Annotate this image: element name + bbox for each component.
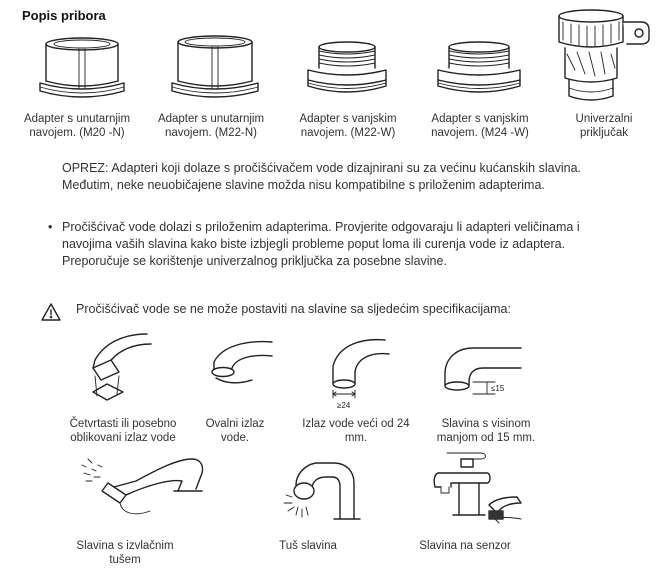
adapter-m22-w-caption: Adapter s vanjskim navojem. (M22-W) xyxy=(299,113,397,139)
sensor-faucet-caption: Slavina na senzor xyxy=(419,540,511,552)
pull-out-shower-faucet-image xyxy=(78,455,208,523)
warning-text: Pročišćivač vode se ne može postaviti na slavine sa sljedećim specifikacijama: xyxy=(76,302,511,316)
caution-text: OPREZ: Adapteri koji dolaze s pročišćivačem vode dizajnirani su za većinu kućanskih slavina. Međutim, neke neuobičajene slavine možda nisu kompatibilne s priloženim adapterima. xyxy=(62,161,581,192)
adapter-m22-w-image xyxy=(300,40,395,102)
shower-faucet-image xyxy=(282,455,367,527)
adapter-m22-n-image xyxy=(168,33,263,103)
adapter-m22-n-caption: Adapter s unutarnjim navojem. (M22-N) xyxy=(157,113,265,139)
faucet-height-label: ≤15 xyxy=(491,384,505,393)
universal-connector-caption: Univerzalni priključak xyxy=(575,113,633,139)
square-outlet-caption: Četvrtasti ili posebno oblikovani izlaz vode xyxy=(69,418,177,444)
square-outlet-faucet-image xyxy=(85,330,155,404)
shower-faucet-caption: Tuš slavina xyxy=(279,540,337,552)
oval-outlet-caption: Ovalni izlaz vode. xyxy=(205,418,265,444)
wide-outlet-faucet-image xyxy=(325,334,395,414)
adapter-m20-n-caption: Adapter s unutarnjim navojem. (M20 -N) xyxy=(23,113,131,139)
warning-triangle-icon xyxy=(40,302,62,322)
oval-outlet-faucet-image xyxy=(206,336,276,396)
low-height-faucet-image xyxy=(437,338,527,400)
wide-outlet-caption: Izlaz vode veći od 24 mm. xyxy=(302,418,410,444)
bullet-text: Pročišćivač vode dolazi s priloženim adapterima. Provjerite odgovaraju li adapteri veličinama i navojima vaših slavina kako biste izbjegli probleme poput loma ili curenja vode iz adaptera. Preporučuje se korištenje univerzalnog priključka za posebne slavine. xyxy=(62,220,580,268)
pull-out-shower-caption: Slavina s izvlačnim tušem xyxy=(76,540,174,566)
bullet-dot: • xyxy=(48,220,53,234)
adapter-m24-w-caption: Adapter s vanjskim navojem. (M24 -W) xyxy=(431,113,529,139)
adapter-m20-n-image xyxy=(35,35,130,103)
low-height-caption: Slavina s visinom manjom od 15 mm. xyxy=(436,418,536,444)
section-title: Popis pribora xyxy=(22,8,106,23)
adapter-m24-w-image xyxy=(432,40,527,102)
universal-connector-image xyxy=(553,8,653,105)
sensor-faucet-image xyxy=(425,447,525,529)
outlet-width-label: ≥24 xyxy=(337,401,351,410)
